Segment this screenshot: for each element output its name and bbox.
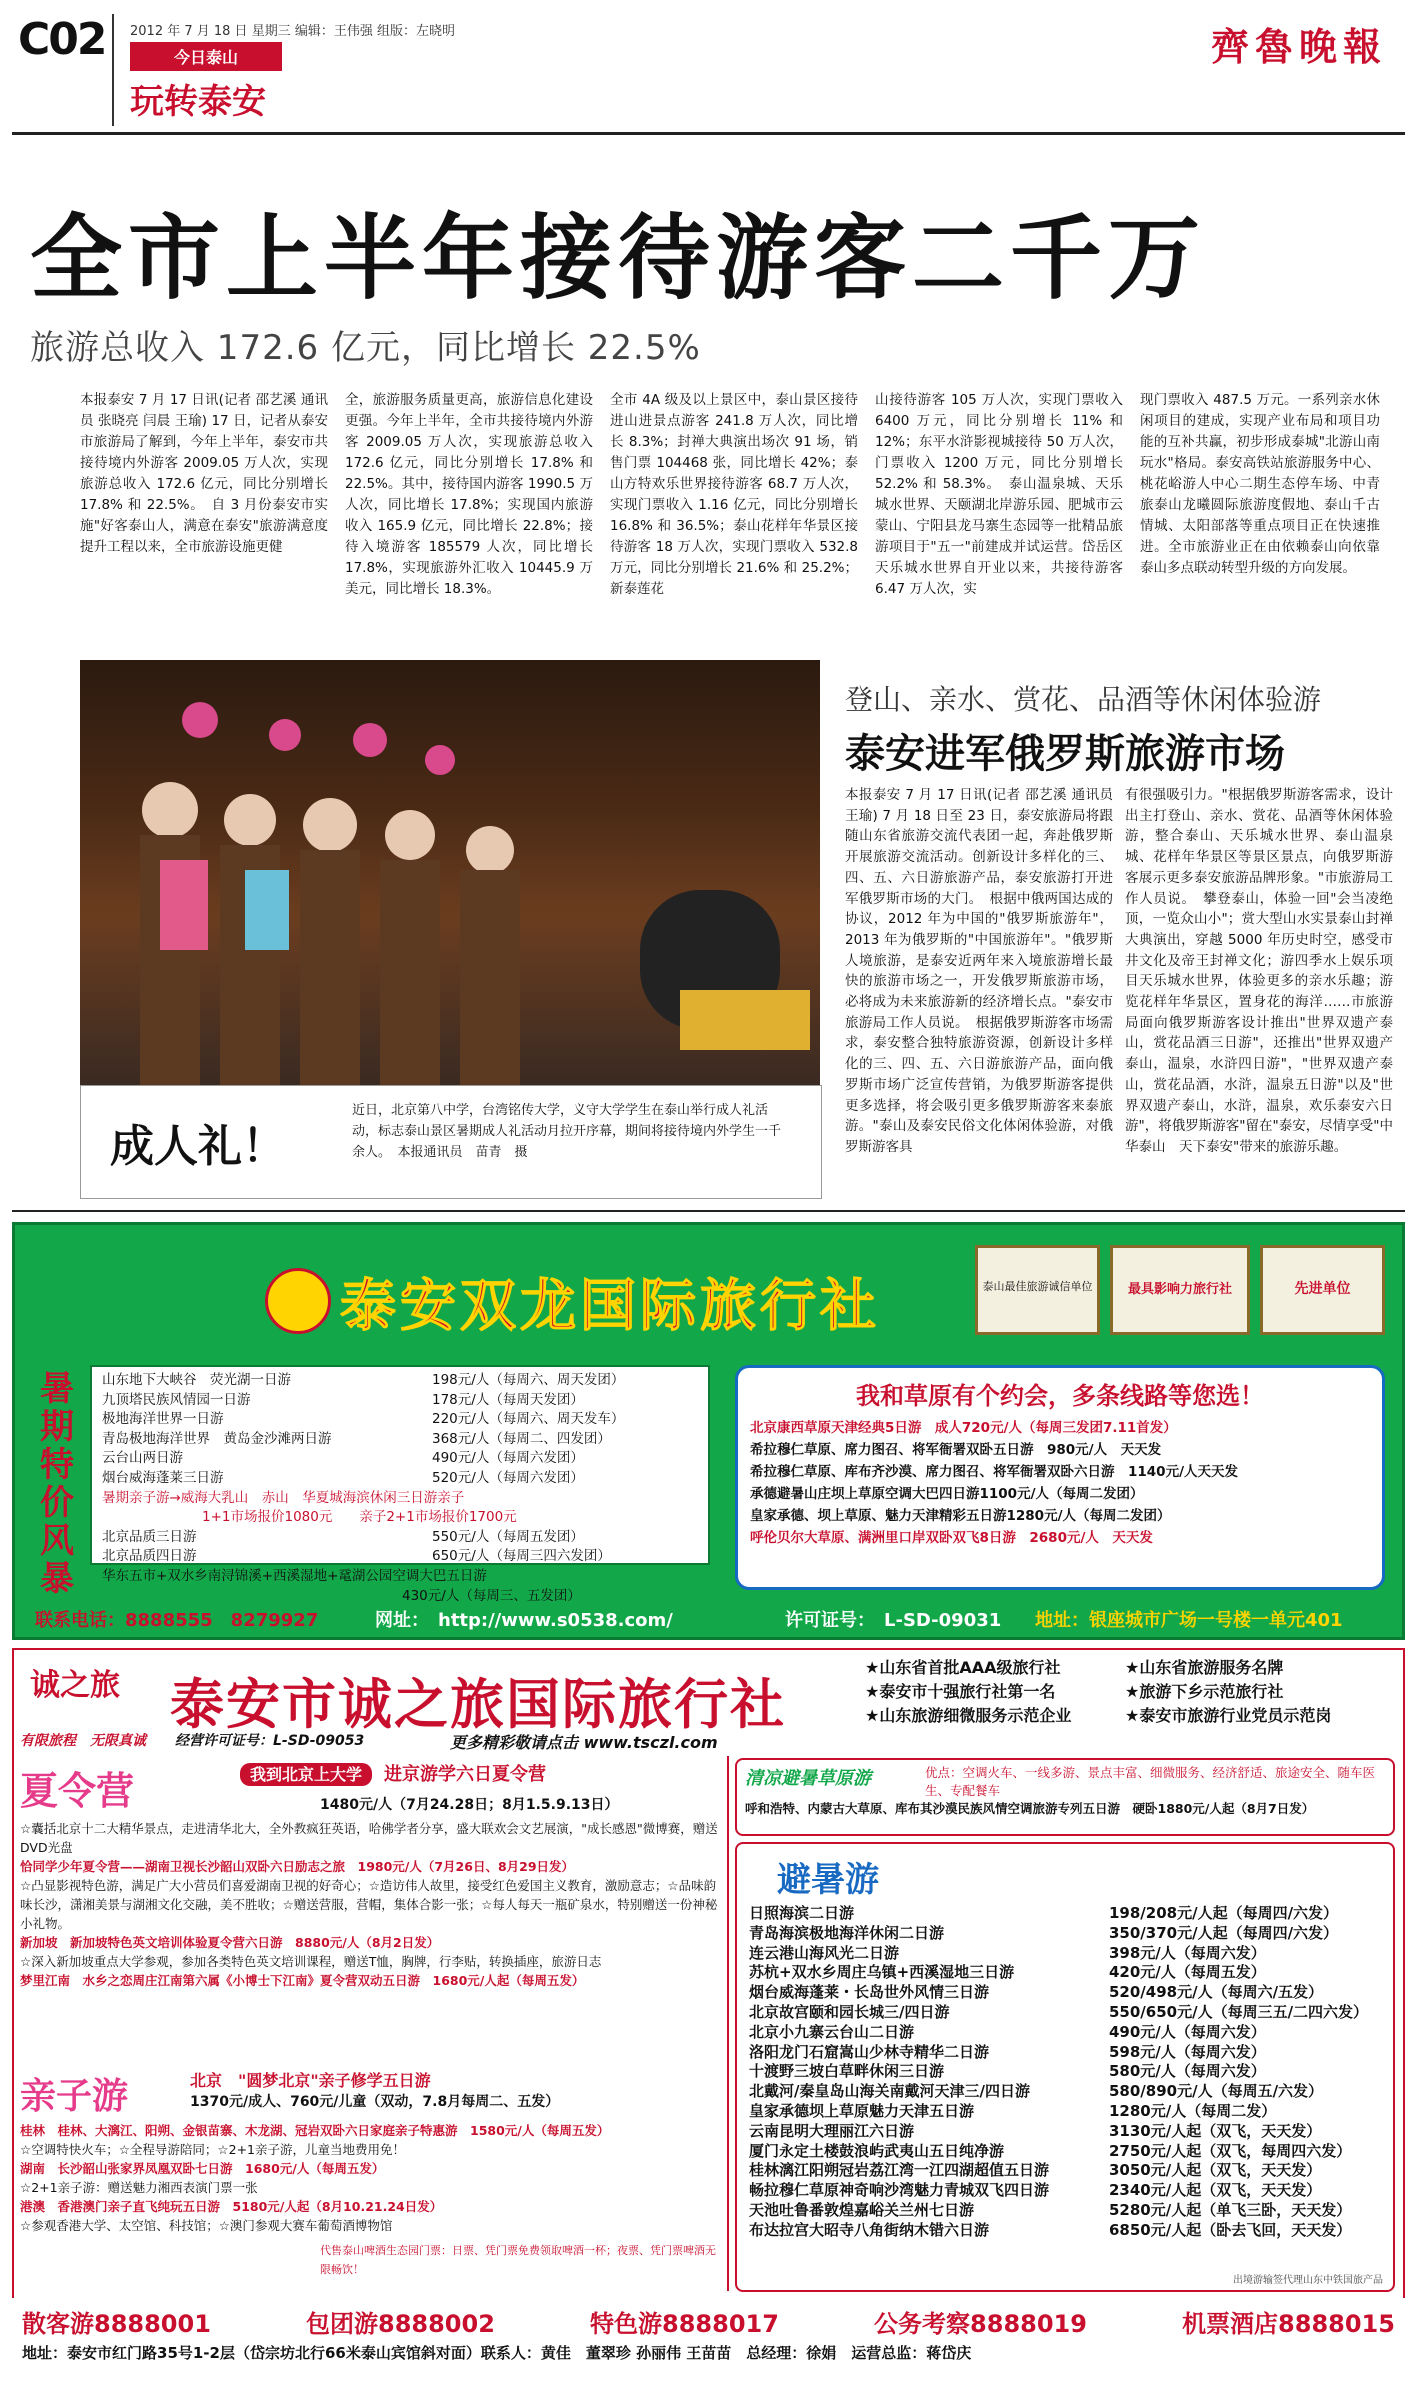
tour-price: 3050元/人起（双飞，天天发） [1109, 2161, 1322, 2180]
tour-name: 山东地下大峡谷 荧光湖一日游 [102, 1372, 291, 1388]
family-desc: ☆参观香港大学、太空馆、科技馆；☆澳门参观大赛车葡萄酒博物馆 [20, 2218, 393, 2233]
family-tour-section [20, 2068, 720, 2293]
tour-name: 青岛海滨极地海洋休闲二日游 [749, 1923, 945, 1942]
tour-price: 350/370元/人起（每周四/六发） [1109, 1923, 1339, 1942]
tour-price: 650元/人（每周三四六发团） [432, 1548, 611, 1565]
honor-item: ★山东省首批AAA级旅行社 [865, 1658, 1061, 1677]
family-price: 1370元/成人、760元/儿童（双动，7.8月每周二、五发） [190, 2094, 560, 2110]
tour-row [102, 1528, 698, 1548]
summer-tour-row [749, 2062, 1385, 2082]
tour-price: 550元/人（每周五发团） [432, 1528, 584, 1545]
article-column: 全市 4A 级及以上景区中，泰山景区接待进山进景点游客 241.8 万人次，同比增长 8.3%；封禅大典演出场次 91 场，销售门票 104468 张，同比增长 42%；泰山方特欢乐世界接待游客 68.7 万人次，实现门票收入 1.16 亿元，同比分别增长 16.8% 和 36.5%；泰山花样年华景区接待游客 18 万人次，实现门票收入 532.8 万元，同比分别增长 21.6% 和 25.2%；新泰莲花 [610, 392, 858, 597]
ad1-phone: 联系电话：8888555 8279927 [35, 1610, 319, 1631]
tour-row [102, 1469, 698, 1489]
beer-garden-note: 代售泰山啤酒生态园门票：日票、凭门票免费领取啤酒一杯；夜票、凭门票啤酒无限畅饮！ [320, 2244, 716, 2276]
summer-tour-row [749, 1983, 1385, 2003]
tour-price: 520元/人（每周六发团） [432, 1469, 584, 1486]
tour-name: 北京小九寨云台山二日游 [749, 2022, 915, 2041]
tour-price: 580元/人（每周六发） [1109, 2062, 1266, 2081]
date-line: 2012 年 7 月 18 日 星期三 编辑：王伟强 组版：左晓明 [130, 24, 455, 39]
section-tag: 今日泰山 [130, 42, 282, 71]
headline: 全市上半年接待游客二千万 [30, 205, 1207, 312]
summer-tour-row [749, 1944, 1385, 1964]
ad1-license: 许可证号： L-SD-09031 [785, 1610, 1002, 1631]
camp-price: 1480元/人（7月24.28日；8月1.5.9.13日） [320, 1797, 619, 1813]
tour-name: 皇家承德坝上草原魅力天津五日游 [749, 2101, 975, 2120]
tour-row [102, 1371, 698, 1391]
tour-price: 198元/人（每周六、周天发团） [432, 1372, 625, 1388]
family-line: 北京 "圆梦北京"亲子修学五日游 [190, 2071, 431, 2090]
family-desc: ☆2+1亲子游：赠送魅力湘西表演门票一张 [20, 2180, 258, 2195]
hotline: 包团游8888002 [306, 2310, 495, 2338]
ad2-slogan: 有限旅程 无限真诚 [20, 1733, 146, 1749]
tour-name: 洛阳龙门石窟嵩山少林寺精华二日游 [749, 2042, 990, 2061]
tour-row [102, 1547, 698, 1567]
tour-name: 云台山两日游 [102, 1450, 183, 1467]
tour-name: 北戴河/秦皇岛山海关南戴河天津三/四日游 [749, 2082, 1030, 2101]
camp-line: 进京游学六日夏令营 [384, 1764, 546, 1785]
summer-tour-row [749, 2122, 1385, 2142]
tour-row [102, 1410, 698, 1430]
tour-price: 490元/人（每周六发） [1109, 2022, 1266, 2041]
tour-price: 520/498元/人（每周六/五发） [1109, 1983, 1324, 2002]
summer-tour-row [749, 1963, 1385, 1983]
summer-tour-row [749, 2082, 1385, 2102]
summer-tour-row [749, 1904, 1385, 1924]
tour-name: 烟台威海蓬莱・长岛世外风情三日游 [749, 1983, 990, 2002]
tour-name: 布达拉宫大昭寺八角街纳木错六日游 [749, 2220, 990, 2239]
photo-caption-title: 成人礼！ [110, 1121, 286, 1172]
tour-name: 九顶塔民族风情园一日游 [102, 1391, 251, 1408]
tour-price: 368元/人（每周二、四发团） [432, 1430, 611, 1447]
ad1-website[interactable]: 网址： http://www.s0538.com/ [375, 1610, 673, 1631]
tour-price: 3130元/人起（双飞，天天发） [1109, 2121, 1322, 2140]
honor-item: ★泰安市旅游行业党员示范岗 [1125, 1706, 1332, 1725]
honor-item: ★山东旅游细微服务示范企业 [865, 1706, 1072, 1725]
grassland-tour-box [735, 1758, 1395, 1836]
tour-price: 1280元/人（每周二发） [1109, 2101, 1277, 2120]
tour-price: 580/890元/人（每周五/六发） [1109, 2082, 1324, 2101]
chengzhilv-logo: 诚之旅 [30, 1668, 120, 1703]
section-name: 玩转泰安 [130, 82, 266, 122]
article-column: 山接待游客 105 万人次，实现门票收入 6400 万元，同比分别增长 11% 和 12%；东平水浒影视城接待 50 万人次，门票收入 1200 万元，同比分别增长 52.2% 和 58.3%。 泰山温泉城、天乐城水世界、天颐湖北岸游乐园、肥城市云蒙山、宁阳县龙马寨生态园等一批精品旅游项目于"五一"前建成并试运营。岱岳区天乐城水世界自开业以来，共接待游客 6.47 万人次，实 [875, 392, 1123, 597]
honor-list [865, 1656, 1395, 1728]
tour-price: 5280元/人起（单飞三卧，天天发） [1109, 2200, 1352, 2219]
article-column: 本报泰安 7 月 17 日讯(记者 邵艺溪 通讯员 王瑜) 7 月 18 日至 23 日，泰安旅游局将跟随山东省旅游交流代表团一起，奔赴俄罗斯开展旅游交流活动。创新设计多样化的三、四、五、六日游旅游产品，泰安旅游打开进军俄罗斯市场的大门。 根据中俄两国达成的协议，2012 年为中国的"俄罗斯旅游年"，2013 年为俄罗斯的"中国旅游年"。"俄罗斯人境旅游，是泰安近两年来入境旅游增长最快的旅游市场之一，开发俄罗斯旅游市场，必将成为未来旅游新的经济增长点。"泰安市旅游局工作人员说。 根据俄罗斯游客市场需求，泰安整合独特旅游资源，创新设计多样化的三、四、五、六日游旅游产品，面向俄罗斯市场广泛宣传营销，为俄罗斯游客提供更多选择，将会吸引更多俄罗斯游客来泰旅游。"泰山及泰安民俗文化体闲体验游，对俄罗斯游客具 [845, 787, 1113, 1155]
ad2-website[interactable]: 更多精彩敬请点击 www.tsczl.com [450, 1733, 718, 1752]
cool-route: 呼和浩特、内蒙古大草原、库布其沙漠民族风情空调旅游专列五日游 硬卧1880元/人起（8月7日发） [745, 1801, 1315, 1816]
ad2-title: 泰安市诚之旅国际旅行社 [170, 1672, 786, 1736]
tour-price: 550/650元/人（每周三五/二四六发） [1109, 2002, 1369, 2021]
summer-tour-row [749, 2142, 1385, 2162]
list-item: 希拉穆仁草原、库布齐沙漠、席力图召、将军衙署双卧六日游 1140元/人天天发 [750, 1464, 1239, 1480]
tour-name: 北京品质三日游 [102, 1528, 197, 1545]
honor-item: ★泰安市十强旅行社第一名 [865, 1682, 1056, 1701]
hotline-row [22, 2304, 1395, 2339]
summer-tour-row [749, 2221, 1385, 2241]
summer-tour-row [749, 2043, 1385, 2063]
tour-name: 烟台威海蓬莱三日游 [102, 1469, 224, 1486]
certificate-plaque: 最具影响力旅行社 [1110, 1245, 1250, 1335]
tour-price: 398元/人（每周六发） [1109, 1943, 1266, 1962]
tour-price: 1+1市场报价1080元 亲子2+1市场报价1700元 [202, 1509, 517, 1526]
tour-name: 十渡野三坡白草畔休闲三日游 [749, 2062, 945, 2081]
hotline: 散客游8888001 [22, 2310, 211, 2338]
tour-name: 畅拉穆仁草原神奇响沙湾魅力青城双飞四日游 [749, 2181, 1050, 2200]
tour-name: 北京品质四日游 [102, 1548, 197, 1565]
ad1-tour-list [90, 1365, 710, 1604]
section-rule [12, 1210, 1405, 1212]
hotline: 公务考察8888019 [874, 2310, 1087, 2338]
cool-title: 清凉避暑草原游 [745, 1768, 871, 1789]
tour-name: 苏杭+双水乡周庄乌镇+西溪湿地三日游 [749, 1963, 1015, 1982]
article-column: 全，旅游服务质量更高，旅游信息化建设更强。今年上半年，全市共接待境内外游客 2009.05 万人次，实现旅游总收入 172.6 亿元，同比分别增长 17.8% 和 22.5%。其中，接待国内游客 1990.5 万人次，同比增长 17.8%；实现国内旅游收入 165.9 亿元，同比增长 22.8%；接待入境游客 185579 人次，同比增长 17.8%，实现旅游外汇收入 10445.9 万美元，同比增长 18.3%。 [345, 392, 593, 597]
honor-item: ★山东省旅游服务名牌 [1125, 1658, 1284, 1677]
camp-desc: ☆凸显影视特色游，满足广大小营员们喜爱湖南卫视的好奇心；☆造访伟人故里，接受红色爱国主义教育，激励意志；☆品味韵味长沙，潇湘美景与湖湘文化交融，美不胜收；☆赠送营服，营帽，集体合影一张；☆每人每天一瓶矿泉水，特别赠送一份神秘小礼物。 [20, 1878, 718, 1931]
summer-tour-row [749, 1924, 1385, 1944]
summer-tour-row [749, 2003, 1385, 2023]
tour-name: 日照海滨二日游 [749, 1904, 855, 1922]
tour-price: 198/208元/人起（每周四/六发） [1109, 1904, 1339, 1922]
header-rule [12, 132, 1405, 135]
hotline: 特色游8888017 [590, 2310, 779, 2338]
page-number: C02 [18, 14, 106, 65]
camp-sub: 我到北京上大学 [240, 1763, 372, 1786]
family-desc: ☆空调特快火车；☆全程导游陪同；☆2+1亲子游，儿童当地费用免！ [20, 2142, 405, 2157]
list-item: 皇家承德、坝上草原、魅力天津精彩五日游1280元/人（每周二发团） [750, 1508, 1171, 1524]
camp-desc: ☆深入新加坡重点大学参观，参加各类特色英文培训课程，赠送T恤，胸牌，行李贴，转换插座，旅游日志 [20, 1954, 602, 1969]
tour-price: 598元/人（每周六发） [1109, 2042, 1266, 2061]
tour-price: 2750元/人起（双飞，每周四六发） [1109, 2141, 1352, 2160]
tour-price: 2340元/人起（双飞，天天发） [1109, 2181, 1322, 2200]
tour-row [102, 1391, 698, 1411]
camp-desc: ☆囊括北京十二大精华景点，走进清华北大，全外教疯狂英语，哈佛学者分享，盛大联欢会文艺展演，"成长感恩"微博赛，赠送DVD光盘 [20, 1821, 718, 1855]
summer-tour-row [749, 2023, 1385, 2043]
list-item: 呼伦贝尔大草原、满洲里口岸双卧双飞8日游 2680元/人 天天发 [750, 1530, 1153, 1546]
ad1-address: 地址：银座城市广场一号楼一单元401 [1035, 1610, 1343, 1631]
tour-price: 420元/人（每周五发） [1109, 1963, 1266, 1982]
summer-note: 出境游输签代理山东中铁国旅产品 [1233, 2275, 1383, 2286]
grassland-title: 我和草原有个约会，多条线路等您选！ [856, 1382, 1264, 1410]
story2-title: 泰安进军俄罗斯旅游市场 [845, 731, 1285, 777]
summer-tour-row [749, 2181, 1385, 2201]
article-column: 本报泰安 7 月 17 日讯(记者 邵艺溪 通讯员 张晓亮 闫晨 王瑜) 17 日，记者从泰安市旅游局了解到，今年上半年，泰安市共接待境内外游客 2009.05 万人次，实现旅游总收入 172.6 亿元，同比分别增长 17.8% 和 22.5%。 自 3 月份泰安市实施"好客泰山人，满意在泰安"旅游满意度提升工程以来，全市旅游设施更健 [80, 392, 328, 555]
dragon-logo-icon [265, 1268, 331, 1334]
family-line: 桂林 桂林、大漓江、阳朔、金银苗寨、木龙湖、冠岩双卧六日家庭亲子特惠游 1580元/人（每周五发） [20, 2123, 610, 2138]
certificate-plaque: 先进单位 [1260, 1245, 1385, 1335]
list-item: 北京康西草原天津经典5日游 成人720元/人（每周三发团7.11首发） [750, 1420, 1177, 1436]
camp-title: 夏令营 [20, 1768, 135, 1813]
tour-name: 极地海洋世界一日游 [102, 1411, 224, 1428]
page-header [0, 0, 1417, 135]
ad2-footer [12, 2298, 1405, 2376]
tour-name: 青岛极地海洋世界 黄岛金沙滩两日游 [102, 1430, 332, 1447]
cool-advantages: 优点：空调火车、一线多游、景点丰富、细微服务、经济舒适、旅途安全、随车医生、专配餐车 [925, 1765, 1376, 1798]
list-item: 承德避暑山庄坝上草原空调大巴四日游1100元/人（每周二发团） [750, 1486, 1144, 1502]
summer-tour-row [749, 2161, 1385, 2181]
news-photo [80, 660, 820, 1085]
column-divider [727, 1756, 729, 2291]
list-item: 希拉穆仁草原、席力图召、将军衙署双卧五日游 980元/人 天天发 [750, 1442, 1162, 1458]
tour-price: 490元/人（每周六发团） [432, 1450, 584, 1467]
tour-name: 桂林漓江阳朔冠岩荔江湾一江四湖超值五日游 [749, 2161, 1050, 2180]
camp-line: 恰同学少年夏令营——湖南卫视长沙韶山双卧六日励志之旅 1980元/人（7月26日、8月29日发） [20, 1859, 575, 1874]
camp-line: 梦里江南 水乡之恋周庄江南第六属《小博士下江南》夏令营双动五日游 1680元/人起（每周五发） [20, 1973, 585, 1988]
tour-price: 6850元/人起（卧去飞回，天天发） [1109, 2220, 1352, 2239]
subhead: 旅游总收入 172.6 亿元，同比增长 22.5% [30, 328, 701, 368]
tour-price: 178元/人（每周天发团） [432, 1391, 584, 1408]
ad1-footer [15, 1600, 1402, 1634]
photo-illustration [80, 660, 820, 1085]
tour-name: 云南昆明大理丽江六日游 [749, 2121, 915, 2140]
honor-item: ★旅游下乡示范旅行社 [1125, 1682, 1284, 1701]
tour-price: 430元/人（每周三、五发团） [402, 1587, 581, 1604]
tour-name: 天池吐鲁番敦煌嘉峪关兰州七日游 [749, 2200, 975, 2219]
ad2-address: 地址：泰安市红门路35号1-2层（岱宗坊北行66米泰山宾馆斜对面）联系人：黄佳 董翠珍 孙丽伟 王苗苗 总经理：徐娟 运营总监：蒋岱庆 [22, 2344, 972, 2362]
tour-name: 厦门永定土楼鼓浪屿武夷山五日纯净游 [749, 2141, 1005, 2160]
tour-name: 暑期亲子游→威海大乳山 赤山 华夏城海滨休闲三日游亲子 [102, 1489, 465, 1506]
tour-row [102, 1489, 698, 1528]
summer-camp-section [20, 1760, 720, 2060]
vertical-slogan: 暑期特价风暴 [40, 1369, 74, 1599]
tour-row [102, 1430, 698, 1450]
ad1-grassland-box [735, 1365, 1385, 1590]
tour-name: 北京故宫颐和园长城三/四日游 [749, 2002, 950, 2021]
ad1-title: 泰安双龙国际旅行社 [340, 1273, 880, 1339]
article-column: 现门票收入 487.5 万元。一系列亲水休闲项目的建成，实现产业布局和项目功能的互补共赢，初步形成泰城"北游山南玩水"格局。泰安高铁站旅游服务中心、桃花峪游人中心二期生态停车场、中青旅泰山龙曦圆际旅游度假地、泰山千古情城、太阳部落等重点项目正在快速推进。全市旅游业正在由依赖泰山向依靠泰山多点联动转型升级的方向发展。 [1140, 392, 1380, 576]
tour-row [102, 1449, 698, 1469]
tour-name: 华东五市+双水乡南浔锦溪+西溪湿地+鼋湖公园空调大巴五日游 [102, 1567, 487, 1584]
summer-list [749, 1904, 1385, 2241]
camp-line: 新加坡 新加坡特色英文培训体验夏令营六日游 8880元/人（8月2日发） [20, 1935, 440, 1950]
tour-price: 220元/人（每周六、周天发车） [432, 1411, 625, 1428]
family-line: 湖南 长沙韶山张家界凤凰双卧七日游 1680元/人（每周五发） [20, 2161, 385, 2176]
header-divider [112, 14, 114, 126]
hotline: 机票酒店8888015 [1182, 2310, 1395, 2338]
certificate-plaque: 泰山最佳旅游诚信单位 [975, 1245, 1100, 1335]
tour-name: 连云港山海风光二日游 [749, 1943, 900, 1962]
family-title: 亲子游 [20, 2075, 129, 2117]
summer-title: 避暑游 [777, 1860, 879, 1900]
photo-caption: 近日，北京第八中学，台湾铭传大学，义守大学学生在泰山举行成人礼活动，标志泰山景区暑期成人礼活动月拉开序幕，期间将接待境内外学生一千余人。 本报通讯员 苗青 摄 [352, 1103, 782, 1160]
newspaper-logo: 齊魯晚報 [1210, 24, 1387, 69]
summer-tour-row [749, 2201, 1385, 2221]
summer-tour-row [749, 2102, 1385, 2122]
ad2-license: 经营许可证号：L-SD-09053 [175, 1733, 365, 1749]
family-line: 港澳 香港澳门亲子直飞纯玩五日游 5180元/人起（8月10.21.24日发） [20, 2199, 443, 2214]
summer-tour-box [735, 1842, 1395, 2292]
article-column: 有很强吸引力。"根据俄罗斯游客需求，设计出主打登山、亲水、赏花、品酒等休闲体验游，整合泰山、天乐城水世界、泰山温泉城、花样年华景区等景区景点，向俄罗斯游客展示更多泰安旅游品牌形象。"市旅游局工作人员说。 攀登泰山，体验一回"会当凌绝顶，一览众山小"；赏大型山水实景泰山封禅大典演出，穿越 5000 年历史时空，感受市井文化及帝王封禅文化；游四季水上娱乐项目天乐城水世界，体验更多的亲水乐趣；游览花样年华景区，置身花的海洋……市旅游局面向俄罗斯游客设计推出"世界双遗产泰山，赏花品酒三日游"，还推出"世界双遗产泰山，温泉，水浒四日游"，"世界双遗产泰山，赏花品酒，水浒，温泉五日游"以及"世界双遗产泰山，水浒，温泉，欢乐泰安六日游"，将俄罗斯游客"留在"泰安，尽情享受"中华泰山 天下泰安"带来的旅游乐趣。 [1125, 787, 1393, 1155]
story2-kicker: 登山、亲水、赏花、品酒等休闲体验游 [845, 683, 1322, 716]
